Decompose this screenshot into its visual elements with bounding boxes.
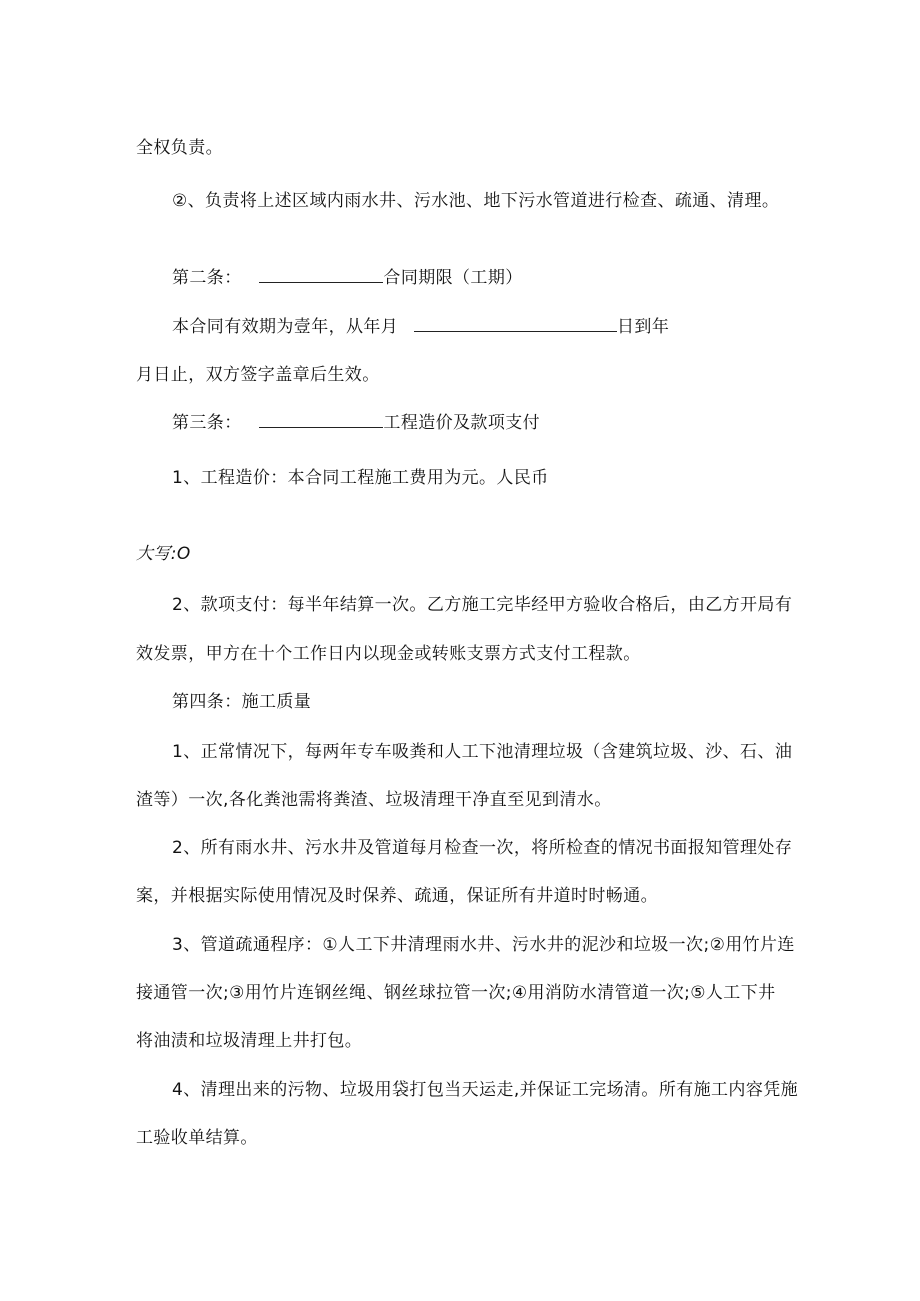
contract-term-text-b: 日到年 (617, 317, 670, 337)
contract-term-text-a: 本合同有效期为壹年，从年月 (172, 317, 399, 337)
paragraph-payment-line-2: 效发票，甲方在十个工作日内以现金或转账支票方式支付工程款。 (136, 644, 641, 664)
quality-item-3-line-2: 接通管一次;③用竹片连钢丝绳、钢丝球拉管一次;④用消防水清管道一次;⑤人工下井 (136, 983, 776, 1003)
quality-item-1-line-1: 1、正常情况下，每两年专车吸粪和人工下池清理垃圾（含建筑垃圾、沙、石、油 (172, 742, 793, 762)
contract-term-line-1 (172, 315, 669, 338)
quality-item-2-line-2: 案，并根据实际使用情况及时保养、疏通，保证所有井道时时畅通。 (136, 886, 658, 906)
paragraph-project-cost: 1、工程造价：本合同工程施工费用为元。人民币 (172, 468, 549, 488)
article-3-heading (172, 411, 540, 434)
paragraph-capital-amount: 大写:O (136, 544, 191, 564)
paragraph-payment-line-1: 2、款项支付：每半年结算一次。乙方施工完毕经甲方验收合格后，由乙方开局有 (172, 595, 793, 615)
contract-term-line-2: 月日止，双方签字盖章后生效。 (136, 365, 380, 385)
article-2-blank (259, 266, 383, 283)
article-3-prefix: 第三条： (172, 413, 242, 433)
paragraph-responsibility-tail: 全权负责。 (136, 138, 223, 158)
quality-item-4-line-2: 工验收单结算。 (136, 1128, 258, 1148)
article-4-heading: 第四条：施工质量 (172, 692, 312, 712)
contract-term-date-blank (414, 315, 617, 332)
article-3-blank (259, 411, 383, 428)
quality-item-2-line-1: 2、所有雨水井、污水井及管道每月检查一次，将所检查的情况书面报知管理处存 (172, 838, 793, 858)
quality-item-3-line-3: 将油渍和垃圾清理上井打包。 (136, 1031, 363, 1051)
quality-item-4-line-1: 4、清理出来的污物、垃圾用袋打包当天运走,并保证工完场清。所有施工内容凭施 (172, 1080, 799, 1100)
quality-item-3-line-1: 3、管道疏通程序：①人工下井清理雨水井、污水井的泥沙和垃圾一次;②用竹片连 (172, 935, 795, 955)
paragraph-drain-inspection: ②、负责将上述区域内雨水井、污水池、地下污水管道进行检查、疏通、清理。 (172, 191, 780, 211)
quality-item-1-line-2: 渣等）一次,各化粪池需将粪渣、垃圾清理干净直至见到清水。 (136, 790, 612, 810)
article-3-title: 工程造价及款项支付 (383, 413, 541, 433)
article-2-heading (172, 266, 523, 289)
article-2-title: 合同期限（工期） (383, 268, 523, 288)
article-2-prefix: 第二条： (172, 268, 242, 288)
